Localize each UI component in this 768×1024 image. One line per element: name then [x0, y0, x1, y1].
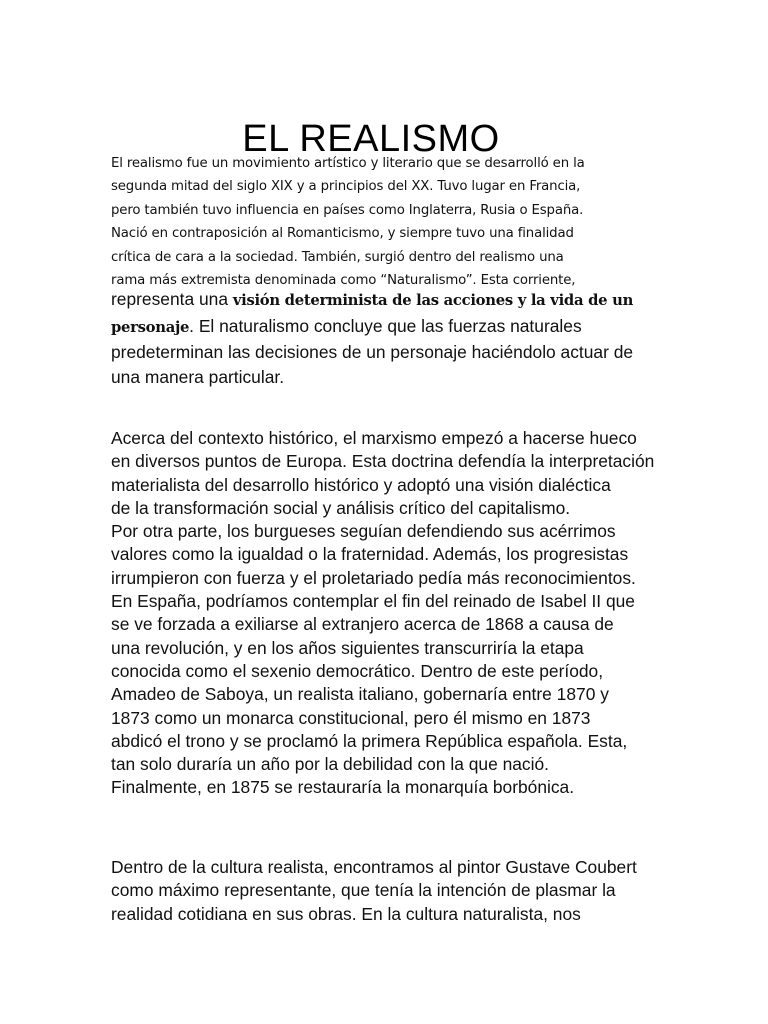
paragraph-line: tan solo duraría un año por la debilidad con la que nació.	[111, 754, 549, 775]
naturalism-paragraph	[111, 287, 671, 389]
paragraph-line: realidad cotidiana en sus obras. En la cultura naturalista, nos	[111, 903, 581, 924]
paragraph-line: materialista del desarrollo histórico y adoptó una visión dialéctica	[111, 474, 611, 495]
paragraph-line: conocida como el sexenio democrático. Dentro de este período,	[111, 660, 604, 681]
culture-paragraph	[111, 856, 691, 926]
paragraph-line: Amadeo de Saboya, un realista italiano, gobernaría entre 1870 y	[111, 684, 609, 705]
intro-line: segunda mitad del siglo XIX y a principios del XX. Tuvo lugar en Francia,	[111, 179, 581, 195]
mixed-line-2	[111, 314, 671, 341]
paragraph-line: se ve forzada a exiliarse al extranjero acerca de 1868 a causa de	[111, 614, 614, 635]
paragraph-line: Finalmente, en 1875 se restauraría la monarquía borbónica.	[111, 777, 575, 798]
intro-line: rama más extremista denominada como “Naturalismo”. Esta corriente,	[111, 273, 576, 289]
intro-paragraph	[111, 152, 671, 292]
paragraph-line: Por otra parte, los burgueses seguían defendiendo sus acérrimos	[111, 521, 616, 542]
intro-line: Nació en contraposición al Romanticismo, y siempre tuvo una finalidad	[111, 226, 574, 242]
bold-word: personaje	[111, 318, 190, 336]
paragraph-line: Acerca del contexto histórico, el marxismo empezó a hacerse hueco	[111, 428, 637, 448]
historical-context-paragraph	[111, 427, 691, 800]
mixed-line-3: predeterminan las decisiones de un personaje haciéndolo actuar de	[111, 342, 634, 362]
paragraph-line: valores como la igualdad o la fraternidad. Además, los progresistas	[111, 544, 629, 565]
paragraph-line: 1873 como un monarca constitucional, pero él mismo en 1873	[111, 707, 591, 728]
paragraph-line: abdicó el trono y se proclamó la primera República española. Esta,	[111, 730, 628, 751]
mixed-line-1	[111, 287, 671, 314]
mixed-line-4: una manera particular.	[111, 366, 285, 387]
intro-line: El realismo fue un movimiento artístico y literario que se desarrolló en la	[111, 156, 585, 171]
mixed-text-before: representa una	[111, 289, 233, 309]
intro-line: crítica de cara a la sociedad. También, surgió dentro del realismo una	[111, 249, 564, 265]
paragraph-line: en diversos puntos de Europa. Esta doctrina defendía la interpretación	[111, 451, 655, 472]
paragraph-line: irrumpieron con fuerza y el proletariado pedía más reconocimientos.	[111, 567, 636, 588]
paragraph-line: Dentro de la cultura realista, encontramos al pintor Gustave Coubert	[111, 857, 637, 877]
paragraph-line: En España, podríamos contemplar el fin del reinado de Isabel II que	[111, 591, 635, 612]
intro-line: pero también tuvo influencia en países como Inglaterra, Rusia o España.	[111, 202, 584, 218]
paragraph-line: una revolución, y en los años siguientes transcurriría la etapa	[111, 637, 584, 658]
bold-phrase: visión determinista de las acciones y la vida de un	[232, 292, 634, 309]
paragraph-line: de la transformación social y análisis crítico del capitalismo.	[111, 497, 571, 518]
page-title: EL REALISMO	[242, 118, 500, 161]
mixed-text-after: . El naturalismo concluye que las fuerzas naturales	[189, 315, 582, 336]
paragraph-line: como máximo representante, que tenía la intención de plasmar la	[111, 880, 616, 901]
